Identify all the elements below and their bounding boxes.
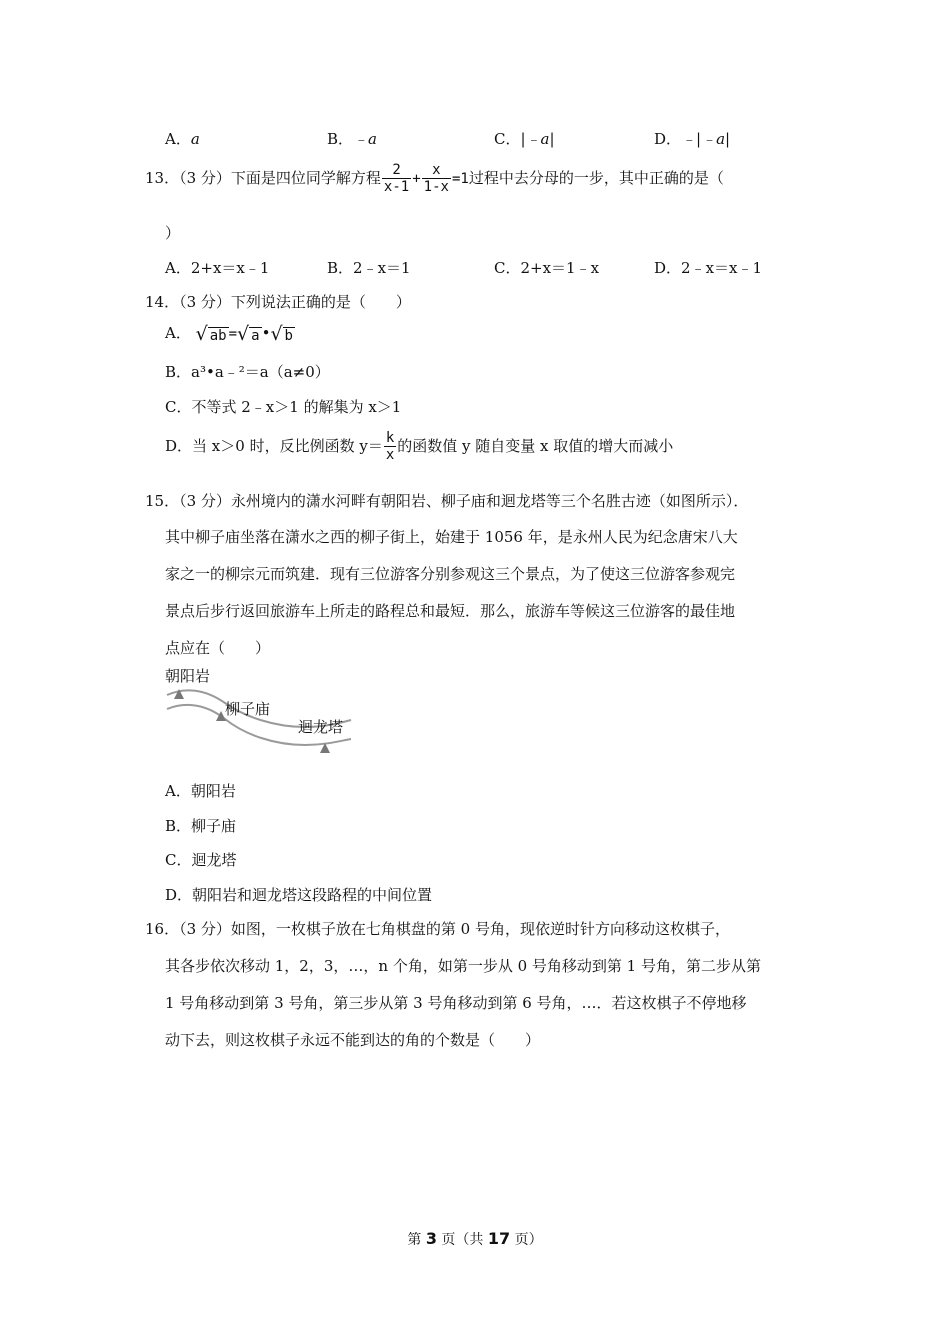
question-16-line-1: 16．（3 分）如图，一枚棋子放在七角棋盘的第 0 号角，现依逆时针方向移动这枚棋子， — [145, 920, 730, 938]
q15-option-a: A．朝阳岩 — [165, 782, 236, 800]
q13-close-paren: ） — [165, 224, 181, 242]
q12-option-c: C．|﹣a| — [494, 130, 555, 148]
question-13-stem: 13．（3 分）下面是四位同学解方程 $\frac{2}{x-1}$ + $\frac{x}{1-x}$ =1过程中去分母的一步，其中正确的是（ — [145, 162, 724, 195]
q13-fraction-2: $\frac{x}{1-x}$ — [423, 162, 449, 195]
question-14-stem: 14．（3 分）下列说法正确的是（ ） — [145, 293, 411, 311]
q14-option-c: C．不等式 2﹣x＞1 的解集为 x＞1 — [165, 398, 402, 416]
map-label-chaoyang: 朝阳岩 — [165, 667, 211, 685]
question-16-line-3: 1 号角移动到第 3 号角，第三步从第 3 号角移动到第 6 号角，…．若这枚棋子不停地移 — [165, 994, 747, 1012]
question-15-line-2: 其中柳子庙坐落在潇水之西的柳子街上，始建于 1056 年，是永州人民为纪念唐宋八大 — [165, 528, 738, 546]
current-page-number: 3 — [425, 1229, 437, 1248]
q13-option-b: B．2﹣x＝1 — [327, 259, 411, 277]
question-16-line-4: 动下去，则这枚棋子永远不能到达的角的个数是（ ） — [165, 1031, 541, 1049]
map-label-huilong: 迴龙塔 — [298, 718, 344, 736]
q12-option-d: D．﹣|﹣a| — [654, 130, 731, 148]
q12-option-a: A．a — [165, 130, 200, 148]
q13-option-d: D．2﹣x＝x﹣1 — [654, 259, 763, 277]
question-15-line-4: 景点后步行返回旅游车上所走的路程总和最短．那么，旅游车等候这三位游客的最佳地 — [165, 602, 736, 620]
q14-option-d: D．当 x＞0 时，反比例函数 y＝ $\frac{k}{x}$ 的函数值 y 随自变量 x 取值的增大而减小 — [165, 430, 674, 463]
q13-option-a: A．2+x＝x﹣1 — [165, 259, 270, 277]
question-16-line-2: 其各步依次移动 1，2，3，…，n 个角，如第一步从 0 号角移动到第 1 号角，第二步从第 — [165, 957, 761, 975]
q13-fraction-1: $\frac{2}{x-1}$ — [383, 162, 410, 195]
map-label-liuzi: 柳子庙 — [225, 700, 271, 718]
question-15-line-5: 点应在（ ） — [165, 639, 271, 657]
q13-option-c: C．2+x＝1﹣x — [494, 259, 600, 277]
total-page-count: 17 — [487, 1229, 511, 1248]
sqrt-ab: √ ab — [195, 323, 227, 345]
q14-option-b: B．a³•a﹣²＝a（a≠0） — [165, 363, 330, 381]
q15-option-c: C．迴龙塔 — [165, 851, 237, 869]
question-15-line-1: 15．（3 分）永州境内的潇水河畔有朝阳岩、柳子庙和迴龙塔等三个名胜古迹（如图所示）． — [145, 492, 749, 510]
q12-option-b: B．﹣a — [327, 130, 377, 148]
river-map-figure — [165, 665, 355, 760]
page-footer: 第 3 页（共 17 页） — [407, 1229, 543, 1248]
q15-option-b: B．柳子庙 — [165, 817, 237, 835]
sqrt-a: √ a — [237, 323, 260, 345]
q13-score: （3 分） — [179, 169, 231, 187]
q14-fraction-k-over-x: $\frac{k}{x}$ — [385, 430, 395, 463]
q13-number: 13． — [145, 169, 180, 187]
q15-option-d: D．朝阳岩和迴龙塔这段路程的中间位置 — [165, 886, 433, 904]
sqrt-b: √ b — [270, 323, 293, 345]
q14-option-a: A． √ ab = √ a • √ b — [165, 323, 293, 345]
question-15-line-3: 家之一的柳宗元而筑建．现有三位游客分别参观这三个景点，为了使这三位游客参观完 — [165, 565, 736, 583]
